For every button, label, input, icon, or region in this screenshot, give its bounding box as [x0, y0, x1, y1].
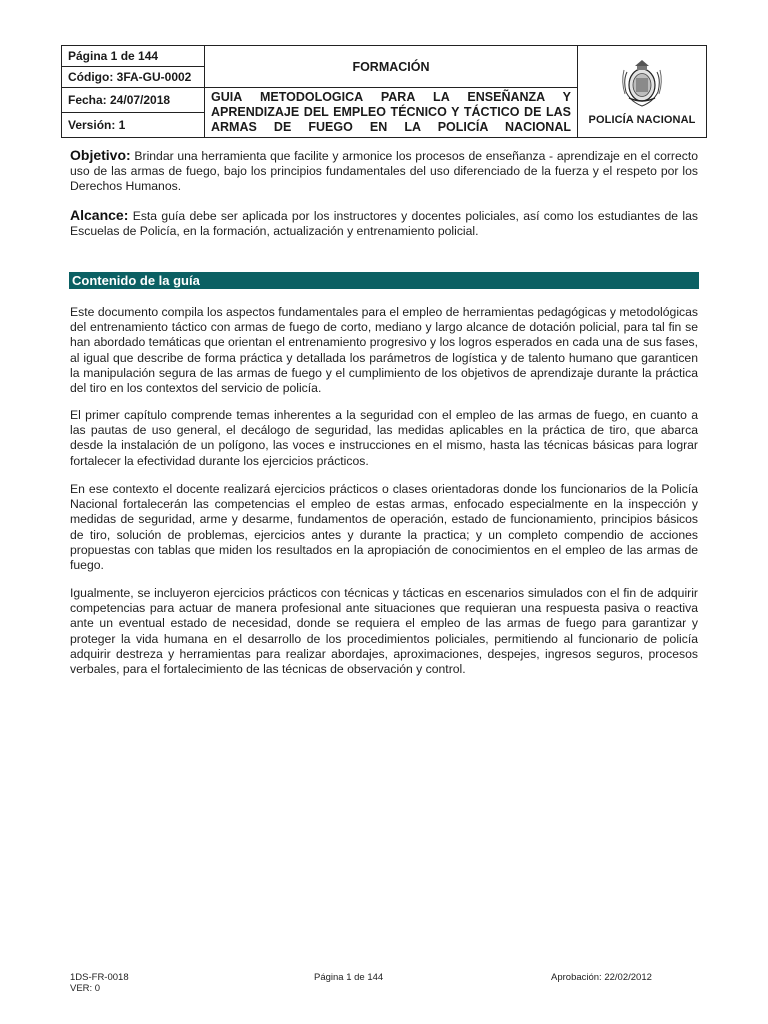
document-version-cell: Versión: 1 [62, 113, 205, 138]
page-number-cell: Página 1 de 144 [62, 46, 205, 67]
footer-form-version: VER: 0 [70, 983, 101, 994]
scope-label: Alcance: [70, 207, 129, 223]
document-title: GUIA METODOLOGICA PARA LA ENSEÑANZA Y APRENDIZAJE DEL EMPLEO TÉCNICO Y TÁCTICO DE LAS ARMAS DE FUEGO EN LA POLICÍA NACIONAL [205, 88, 578, 138]
institution-logo-cell [578, 46, 707, 138]
content-paragraph-2: El primer capítulo comprende temas inherentes a la seguridad con el empleo de las armas de fuego, en cuanto a las pautas de uso general, el decálogo de seguridad, las medidas aplicables en la práctica de tiro, que abarca desde la instalación de un polígono, las voces e instrucciones en el mismo, hasta las técnicas básicas para lograr fortalecer la efectividad durante los ejercicios prácticos. [70, 408, 698, 468]
document-header-table [61, 45, 707, 138]
document-date-cell: Fecha: 24/07/2018 [62, 88, 205, 113]
scope-text: Esta guía debe ser aplicada por los instructores y docentes policiales, así como los estudiantes de las Escuelas de Policía, en la formación, actualización y entrenamiento policial. [70, 209, 698, 239]
footer-form-info [70, 972, 129, 994]
content-section-heading: Contenido de la guía [69, 272, 699, 289]
document-code-cell: Código: 3FA-GU-0002 [62, 67, 205, 88]
content-paragraph-4: Igualmente, se incluyeron ejercicios prácticos con técnicas y tácticas en escenarios simulados con el fin de adquirir competencias para actuar de manera profesional ante situaciones que requieran una respuesta pasiva o reactiva ante un eventual estado de necesidad, donde se requiera el empleo de las armas de fuego para garantizar y proteger la vida humana en el desarrollo de los procedimientos policiales, permitiendo al funcionario de policía adquirir destreza y herramientas para realizar abordajes, aproximaciones, despejes, ingresos seguros, procesos verbales, para el fortalecimiento de las técnicas de observación y control. [70, 586, 698, 677]
scope-paragraph [70, 208, 698, 239]
objective-paragraph [70, 148, 698, 195]
police-crest-icon [619, 58, 665, 108]
footer-form-code: 1DS-FR-0018 [70, 972, 129, 983]
objective-text: Brindar una herramienta que facilite y armonice los procesos de enseñanza - aprendizaje en el correcto uso de las armas de fuego, bajo los principios fundamentales del uso diferenciado de la fuerza y el respeto por los Derechos Humanos. [70, 149, 698, 194]
footer-page-number: Página 1 de 144 [314, 972, 384, 983]
footer-approval-date: Aprobación: 22/02/2012 [551, 972, 652, 983]
objective-label: Objetivo: [70, 147, 131, 163]
content-paragraph-3: En ese contexto el docente realizará ejercicios prácticos o clases orientadoras donde los funcionarios de la Policía Nacional fortalecerán las competencias el empleo de estas armas, enfocado especialmente en la inspección y medidas de seguridad, arme y desarme, fundamentos de operación, estado de funcionamiento, principios básicos de tiro, solución de problemas, ejercicios antes y durante la practica; y un completo compendio de acciones propuestas con tablas que miden los resultados en la apropiación de conocimientos en el empleo de las armas de fuego. [70, 482, 698, 573]
institution-name: POLICÍA NACIONAL [588, 113, 696, 126]
section-title: FORMACIÓN [205, 46, 578, 88]
content-paragraph-1: Este documento compila los aspectos fundamentales para el empleo de herramientas pedagógicas y metodológicas del entrenamiento táctico con armas de fuego de corto, mediano y largo alcance de dotación policial, para tal fin se han abordado temáticas que orientan el entrenamiento progresivo y los logros esperados en cada una de sus fases, al igual que describe de forma práctica y detallada los parámetros de logística y de talento humano que garanticen la manipulación segura de las armas de fuego y el cumplimiento de los objetivos de aprendizaje durante la práctica del tiro en los contextos del servicio de policía. [70, 305, 698, 396]
